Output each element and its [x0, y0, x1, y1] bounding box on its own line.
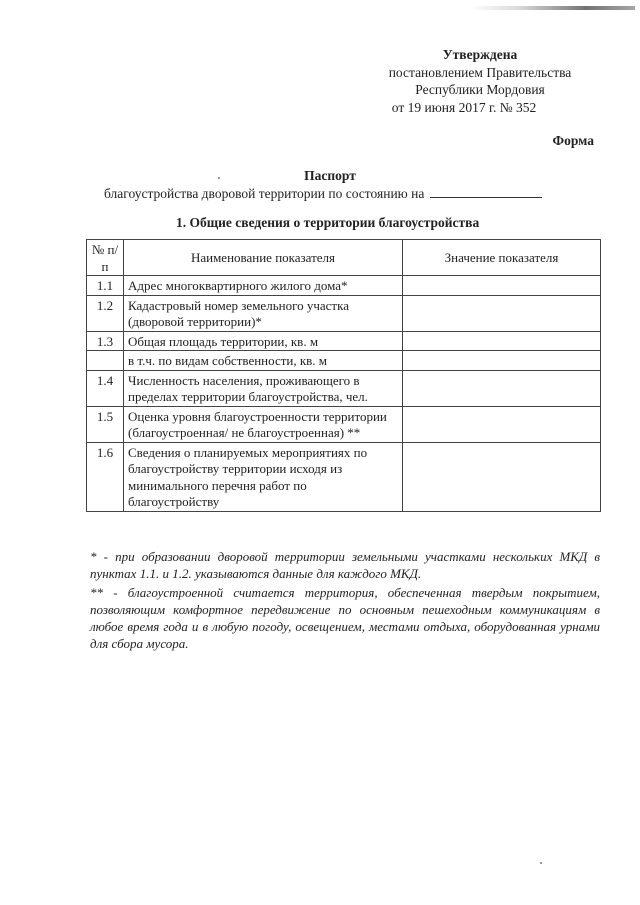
scan-speck — [540, 862, 542, 864]
row-num: 1.4 — [87, 370, 124, 406]
section-title: 1. Общие сведения о территории благоустройства — [176, 215, 480, 230]
row-name: Общая площадь территории, кв. м — [124, 331, 403, 351]
approval-block — [360, 46, 600, 116]
row-name: Адрес многоквартирного жилого дома* — [124, 276, 403, 296]
approval-line-1: постановлением Правительства — [388, 64, 572, 80]
row-value — [403, 370, 601, 406]
scan-artifact — [470, 6, 635, 10]
row-name: Численность населения, проживающего в пределах территории благоустройства, чел. — [124, 370, 403, 406]
row-value — [403, 442, 601, 511]
scan-speck — [218, 177, 220, 179]
footnotes — [90, 548, 600, 652]
table-row — [87, 370, 601, 406]
row-num: 1.3 — [87, 331, 124, 351]
table-row — [87, 276, 601, 296]
header-name: Наименование показателя — [124, 240, 403, 276]
row-name: Оценка уровня благоустроенности территории (благоустроенная/ не благоустроенная) ** — [124, 406, 403, 442]
table-row — [87, 295, 601, 331]
row-num: 1.5 — [87, 406, 124, 442]
row-value — [403, 406, 601, 442]
table-row — [87, 351, 601, 371]
approval-line-2: Республики Мордовия — [415, 82, 545, 97]
row-name: Кадастровый номер земельного участка (дворовой территории)* — [124, 295, 403, 331]
passport-subtitle — [104, 186, 542, 202]
row-name: Сведения о планируемых мероприятиях по благоустройству территории исходя из минимального перечня работ по благоустройству — [124, 442, 403, 511]
table-row — [87, 331, 601, 351]
table-header-row — [87, 240, 601, 276]
row-value — [403, 331, 601, 351]
passport-subtitle-text: благоустройства дворовой территории по состоянию на — [104, 186, 425, 201]
header-num: № п/п — [87, 240, 124, 276]
row-num — [87, 351, 124, 371]
footnote-1: * - при образовании дворовой территории земельными участками нескольких МКД в пунктах 1.1. и 1.2. указываются данные для каждого МКД. — [90, 549, 600, 581]
row-value — [403, 351, 601, 371]
row-value — [403, 276, 601, 296]
table-row — [87, 406, 601, 442]
params-table — [86, 239, 601, 512]
table-row — [87, 442, 601, 511]
row-value — [403, 295, 601, 331]
footnote-2: ** - благоустроенной считается территория, обеспеченная твердым покрытием, позволяющим комфортное передвижение по основным пешеходным коммуникациям в любое время года и в любую погоду, освещением, местами отдыха, оборудованная урнами для сбора мусора. — [90, 585, 600, 651]
row-num: 1.1 — [87, 276, 124, 296]
form-label: Форма — [552, 133, 594, 148]
approval-line-3: от 19 июня 2017 г. № 352 — [391, 99, 537, 115]
row-name: в т.ч. по видам собственности, кв. м — [124, 351, 403, 371]
passport-title: Паспорт — [304, 168, 356, 183]
header-value: Значение показателя — [403, 240, 601, 276]
approval-heading: Утверждена — [442, 47, 518, 62]
date-blank-line — [430, 197, 542, 198]
row-num: 1.6 — [87, 442, 124, 511]
row-num: 1.2 — [87, 295, 124, 331]
